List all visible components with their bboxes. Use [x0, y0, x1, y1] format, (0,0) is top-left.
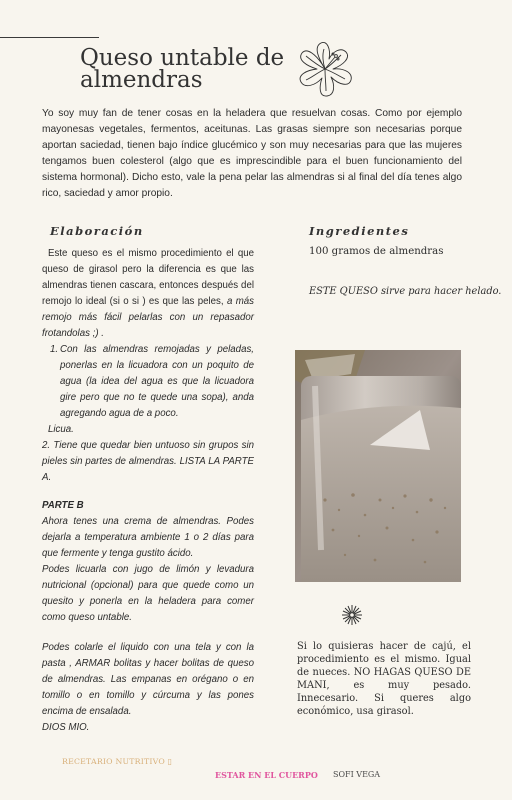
- parte-b-paragraph-1: Ahora tenes una crema de almendras. Podes dejarla a temperatura ambiente 1 o 2 días para que fermente y tenga gustito ácido.: [42, 516, 254, 559]
- heading-ingredientes: Ingredientes: [309, 224, 410, 238]
- hibiscus-flower-icon: [289, 37, 361, 101]
- parte-b-paragraph-2: Podes licuarla con jugo de limón y levadura nutricional (opcional) para que quede como un quesito y ponerla en la heladera para comer como queso untable.: [42, 564, 254, 623]
- elaboracion-column: [42, 246, 254, 736]
- footer-recetario: RECETARIO NUTRITIVO ▯: [62, 757, 173, 766]
- step-1-text: Con las almendras remojadas y peladas, ponerlas en la licuadora con un poquito de agua (la idea del agua es que la licuadora gire pero que no te quede una sopa), anda agregando agua de a poco.: [60, 344, 254, 419]
- elaboracion-text: Este queso es el mismo procedimiento el que queso de girasol pero la diferencia es que las almendras tienen cascara, entonces después del remojo lo ideal (si o si ) es que las peles,: [42, 248, 254, 307]
- footer-author: SOFI VEGA: [333, 770, 381, 779]
- elaboracion-paragraph: [42, 246, 254, 342]
- parte-b-paragraph-3: Podes colarle el liquido con una tela y con la pasta , ARMAR bolitas y hacer bolitas de queso de almendras. Las empanas en orégano o en tomillo o en tomillo y cúrcuma y las pones encima de ensalada.: [42, 642, 254, 717]
- heading-elaboracion: Elaboración: [50, 224, 144, 238]
- step-1-number: 1.: [50, 344, 59, 355]
- footer-brand: ESTAR EN EL CUERPO: [215, 770, 318, 780]
- starburst-icon: [341, 604, 363, 626]
- ingredient-item: 100 gramos de almendras: [309, 246, 444, 257]
- step-1: [50, 342, 254, 422]
- licua-text: Licua.: [48, 424, 74, 435]
- intro-paragraph: Yo soy muy fan de tener cosas en la heladera que resuelvan cosas. Como por ejemplo mayonesas vegetales, fermentos, aceitunas. Las grasas siempre son necesarias porque aportan saciedad, tienen bajo índice glucémico y son muy necesarias para que las mujeres tengamos buen colesterol (algo que es imprescindible para el buen funcionamiento del sistema hormonal). Dicho esto, vale la pena pelar las almendras si al final del día tenes algo rico, saciedad y amor propio.: [42, 108, 462, 199]
- almond-cheese-jar-photo: [295, 350, 461, 582]
- parte-b-heading: PARTE B: [42, 500, 84, 511]
- step-2: 2. Tiene que quedar bien untuoso sin grupos sin pieles sin partes de almendras. LISTA LA PARTE A.: [42, 440, 254, 483]
- spacer: [42, 626, 254, 640]
- ingredient-note: ESTE QUESO sirve para hacer helado.: [309, 286, 502, 297]
- spacer: [42, 486, 254, 498]
- closing-text: DIOS MIO.: [42, 722, 90, 733]
- page-title: Queso untable de almendras: [80, 45, 285, 93]
- variation-note: Si lo quisieras hacer de cajú, el procedimiento es el mismo. Igual de nueces. NO HAGAS QUESO DE MANI, es muy pesado. Innecesario. Si queres algo económico, usa girasol.: [297, 641, 471, 717]
- elaboracion-tip: a más remojo más fácil pelarlas con un repasador frotandolas ;) .: [42, 296, 254, 339]
- top-rule: [0, 37, 99, 38]
